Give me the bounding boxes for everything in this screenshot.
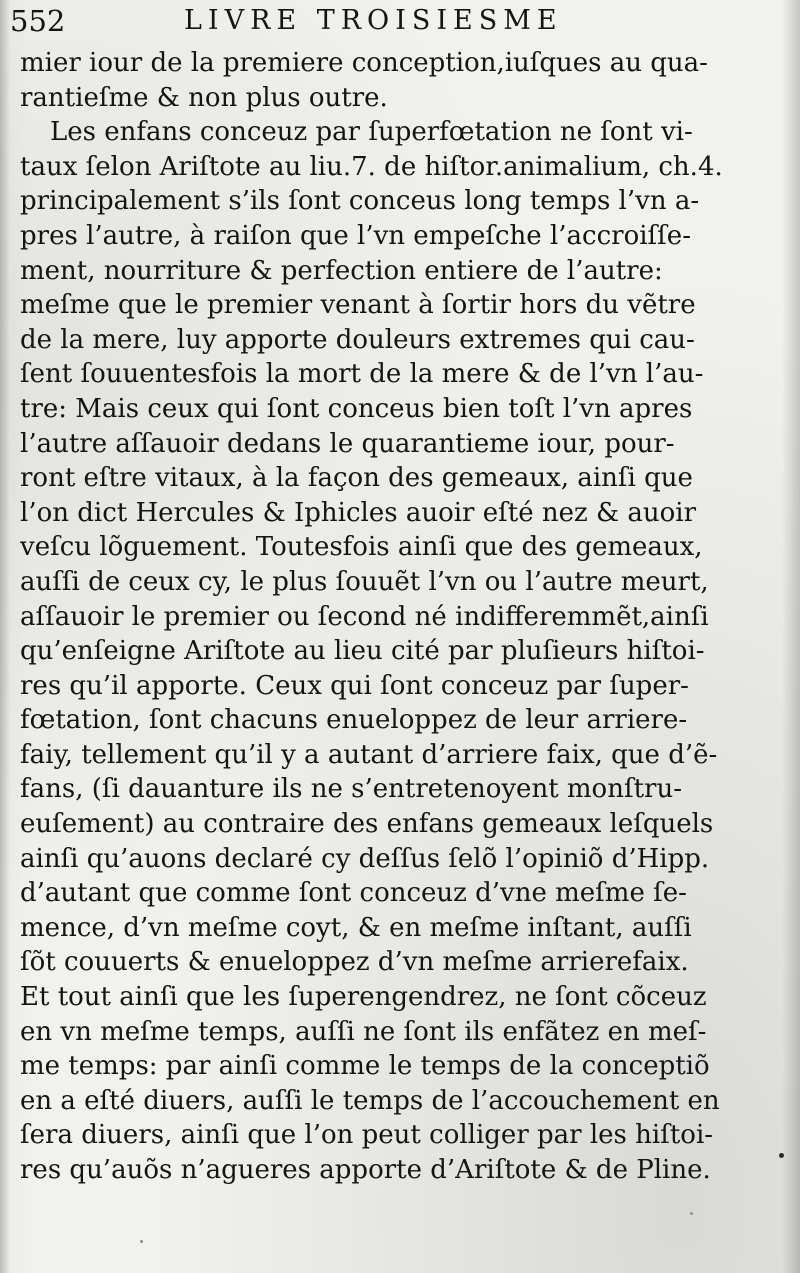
text-line: ront eſtre vitaux, à la façon des gemeaux, ainſi que: [20, 463, 693, 494]
text-line: ment, nourriture & perfection entiere de l’autre:: [20, 255, 663, 286]
text-line: me temps: par ainſi comme le temps de la conceptiõ: [20, 1051, 710, 1082]
text-line: mier iour de la premiere conception,iuſques au qua-: [20, 48, 708, 78]
text-line: d’autant que comme ſont conceuz d’vne meſme ſe-: [20, 878, 687, 909]
text-line: en vn meſme temps, auſſi ne ſont ils enfãtez en meſ-: [20, 1016, 707, 1047]
text-line: en a eſté diuers, auſſi le temps de l’accouchement en: [20, 1085, 720, 1116]
text-line: l’on dict Hercules & Iphicles auoir eſté nez & auoir: [20, 497, 696, 528]
text-line: tre: Mais ceux qui ſont conceus bien toſt l’vn apres: [20, 393, 693, 424]
text-line: res qu’auõs n’agueres apporte d’Ariſtote & de Pline.: [20, 1155, 711, 1185]
text-line: principalement s’ils ſont conceus long temps l’vn a-: [20, 186, 700, 217]
text-line: res qu’il apporte. Ceux qui ſont conceuz par ſuper-: [20, 670, 689, 701]
text-line: auſſi de ceux cy, le plus ſouuẽt l’vn ou l’autre meurt,: [20, 566, 709, 597]
page-header: [10, 2, 790, 44]
text-line: aſſauoir le premier ou ſecond né indifferemmẽt,ainſi: [20, 601, 709, 632]
text-line: fans, (ſi dauanture ils ne s’entretenoyent monſtru-: [20, 774, 682, 805]
text-line: veſcu lõguement. Toutesfois ainſi que des gemeaux,: [20, 532, 703, 563]
paragraph-start-line: Les enfans conceuz par ſuperfœtation ne ſont vi-: [50, 117, 693, 148]
text-line: euſement) au contraire des enfans gemeaux leſquels: [20, 809, 714, 840]
ink-speck: [690, 1212, 693, 1215]
text-line: ſent ſouuentesfois la mort de la mere & de l’vn l’au-: [20, 359, 704, 390]
text-line: qu’enſeigne Ariſtote au lieu cité par pluſieurs hiſtoi-: [20, 636, 705, 667]
text-line: de la mere, luy apporte douleurs extremes qui cau-: [20, 324, 695, 355]
text-line: faiy, tellement qu’il y a autant d’arriere faix, que d’ẽ-: [20, 739, 718, 770]
text-line: ainſi qu’auons declaré cy deſſus ſelõ l’opiniõ d’Hipp.: [20, 843, 710, 874]
page-body: [20, 46, 790, 1188]
text-line: taux ſelon Ariſtote au liu.7. de hiſtor.animalium, ch.4.: [20, 151, 723, 182]
text-line: mence, d’vn meſme coyt, & en meſme inſtant, auſſi: [20, 912, 692, 943]
text-line: meſme que le premier venant à ſortir hors du vẽtre: [20, 290, 696, 321]
text-line: ſõt couuerts & enueloppez d’vn meſme arrierefaix.: [20, 947, 689, 978]
ink-speck: [779, 1153, 784, 1158]
text-line: ſera diuers, ainſi que l’on peut colliger par les hiſtoi-: [20, 1120, 714, 1151]
text-line: rantieſme & non plus outre.: [20, 82, 388, 113]
text-line: pres l’autre, à raiſon que l’vn empeſche l’accroiſſe-: [20, 220, 691, 251]
text-line: Et tout ainſi que les ſuperengendrez, ne ſont cõceuz: [20, 982, 707, 1013]
running-title: LIVRE TROISIESME: [184, 5, 563, 36]
ink-speck: [140, 1240, 143, 1243]
text-line: fœtation, ſont chacuns enueloppez de leur arriere-: [20, 705, 688, 736]
page-number: 552: [10, 4, 66, 38]
text-line: l’autre aſſauoir dedans le quarantieme iour, pour-: [20, 428, 675, 459]
